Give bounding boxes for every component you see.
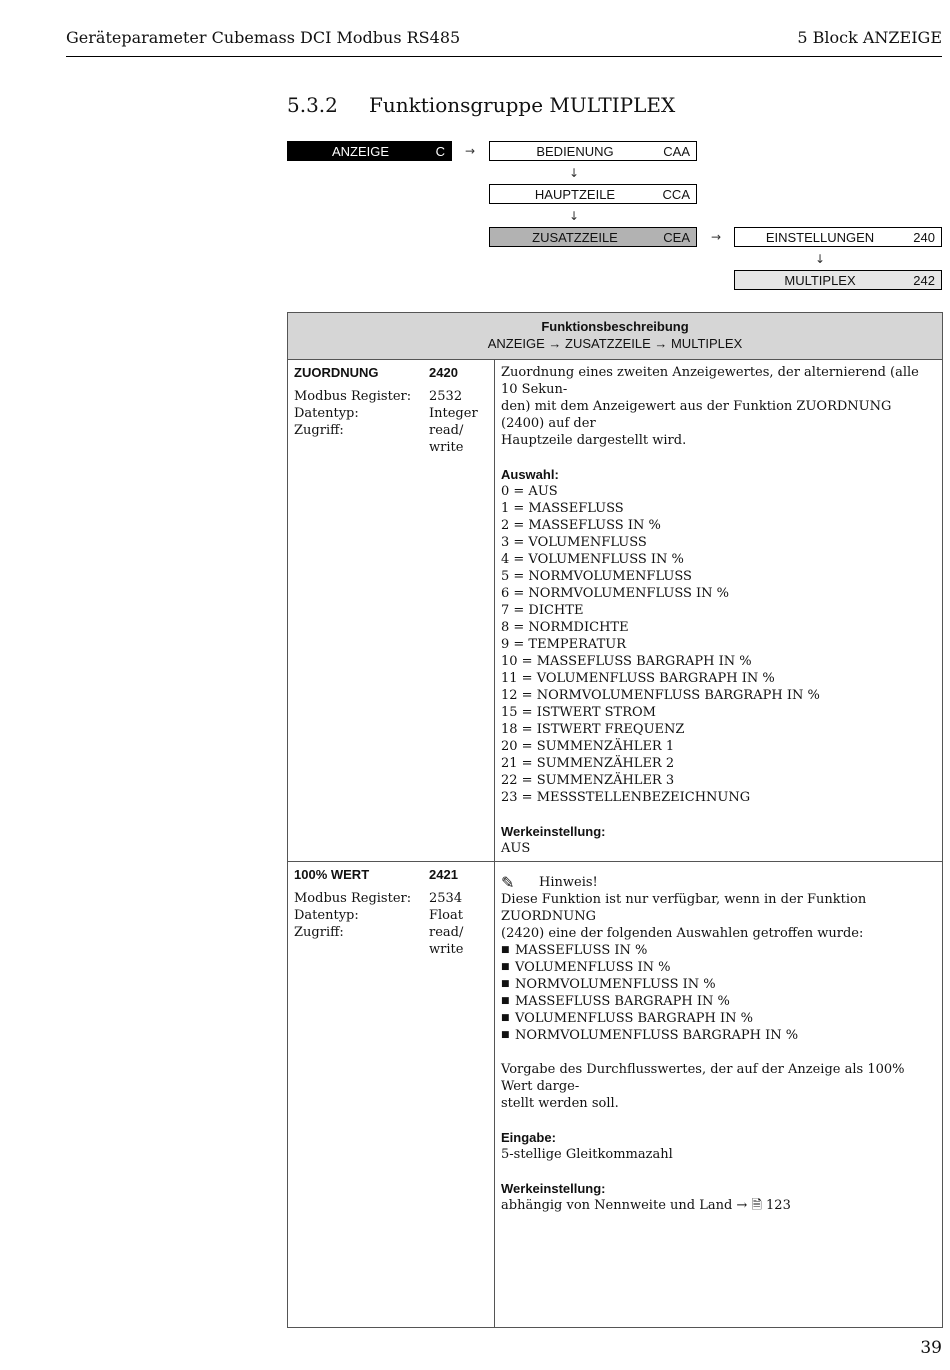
bullet-square-icon: ■ <box>501 945 510 955</box>
option-item: 12 = NORMVOLUMENFLUSS BARGRAPH IN % <box>501 688 820 703</box>
option-item: 5 = NORMVOLUMENFLUSS <box>501 569 692 584</box>
option-item: 3 = VOLUMENFLUSS <box>501 535 647 550</box>
nav-code: CAA <box>663 144 690 159</box>
options-list <box>501 483 936 806</box>
option-item: 2 = MASSEFLUSS IN % <box>501 518 661 533</box>
nav-box-zusatzzeile[interactable] <box>489 227 697 247</box>
param-value: Float <box>429 908 463 923</box>
table-header <box>288 313 943 360</box>
header-chapter: 5 Block ANZEIGE <box>797 28 942 47</box>
eingabe-label: Eingabe: <box>501 1130 556 1145</box>
param-name: ZUORDNUNG <box>294 365 379 380</box>
bullet-item <box>501 976 936 993</box>
werkeinstellung-label: Werkeinstellung: <box>501 1181 606 1196</box>
option-item: 1 = MASSEFLUSS <box>501 501 624 516</box>
nav-code: C <box>435 144 445 159</box>
pencil-icon: ✎ <box>501 873 515 892</box>
werkeinstellung-value: AUS <box>501 841 531 856</box>
nav-box-anzeige[interactable] <box>287 141 452 161</box>
page-number: 39 <box>920 1338 942 1358</box>
param-cell <box>288 360 495 862</box>
param-value: write <box>429 440 464 455</box>
table-heading: Funktionsbeschreibung <box>541 319 689 334</box>
param-value: read/ <box>429 925 464 940</box>
description-cell <box>495 360 943 862</box>
option-item: 0 = AUS <box>501 484 558 499</box>
param-key: Modbus Register: <box>294 891 412 906</box>
nav-box-multiplex[interactable] <box>734 270 942 290</box>
param-key: Zugriff: <box>294 423 344 438</box>
description-line: Hauptzeile dargestellt wird. <box>501 433 687 448</box>
bullet-text: MASSEFLUSS BARGRAPH IN % <box>515 994 730 1009</box>
description-line: den) mit dem Anzeigewert aus der Funktion ZUORDNUNG (2400) auf der <box>501 399 892 431</box>
nav-label: MULTIPLEX <box>784 273 856 288</box>
section-number: 5.3.2 <box>287 93 338 117</box>
bullet-item <box>501 1027 936 1044</box>
arrow-down-icon: ↓ <box>569 209 580 223</box>
bullet-square-icon: ■ <box>501 962 510 972</box>
param-key: Datentyp: <box>294 908 359 923</box>
bullet-square-icon: ■ <box>501 1030 510 1040</box>
arrow-down-icon: ↓ <box>569 166 580 180</box>
option-item: 21 = SUMMENZÄHLER 2 <box>501 756 675 771</box>
werkeinstellung-value[interactable]: abhängig von Nennweite und Land → 🗎 123 <box>501 1198 791 1213</box>
option-item: 23 = MESSSTELLENBEZEICHNUNG <box>501 790 751 805</box>
arrow-down-icon: ↓ <box>815 252 826 266</box>
header-rule <box>66 56 942 57</box>
description-line: Zuordnung eines zweiten Anzeigewertes, der alternierend (alle 10 Sekun- <box>501 365 919 397</box>
hinweis-label: Hinweis! <box>539 875 598 890</box>
table-path: ANZEIGE → ZUSATZZEILE → MULTIPLEX <box>487 336 743 351</box>
nav-box-einstellungen[interactable] <box>734 227 942 247</box>
section-title <box>287 93 675 117</box>
description-line: Vorgabe des Durchflusswertes, der auf der Anzeige als 100% Wert darge- <box>501 1062 905 1094</box>
param-cell <box>288 862 495 1328</box>
option-item: 4 = VOLUMENFLUSS IN % <box>501 552 684 567</box>
param-name: 100% WERT <box>294 867 370 882</box>
note-line: Diese Funktion ist nur verfügbar, wenn in der Funktion ZUORDNUNG <box>501 892 867 924</box>
option-item: 7 = DICHTE <box>501 603 584 618</box>
arrow-right-icon: → <box>711 230 722 244</box>
param-value: write <box>429 942 464 957</box>
bullet-text: VOLUMENFLUSS BARGRAPH IN % <box>515 1011 753 1026</box>
nav-code: CEA <box>663 230 690 245</box>
param-value: Integer <box>429 406 478 421</box>
section-heading: Funktionsgruppe MULTIPLEX <box>369 93 676 117</box>
option-item: 18 = ISTWERT FREQUENZ <box>501 722 685 737</box>
werkeinstellung-label: Werkeinstellung: <box>501 824 606 839</box>
nav-box-bedienung[interactable] <box>489 141 697 161</box>
description-cell <box>495 862 943 1328</box>
param-value: 2534 <box>429 891 463 906</box>
option-item: 22 = SUMMENZÄHLER 3 <box>501 773 675 788</box>
nav-label: ANZEIGE <box>331 144 390 159</box>
auswahl-label: Auswahl: <box>501 467 559 482</box>
bullet-square-icon: ■ <box>501 979 510 989</box>
param-key: Modbus Register: <box>294 389 412 404</box>
bullet-text: NORMVOLUMENFLUSS BARGRAPH IN % <box>515 1028 799 1043</box>
description-line: stellt werden soll. <box>501 1096 619 1111</box>
eingabe-value: 5-stellige Gleitkommazahl <box>501 1147 673 1162</box>
nav-code: 242 <box>913 273 935 288</box>
bullet-item <box>501 942 936 959</box>
nav-label: HAUPTZEILE <box>534 187 616 202</box>
bullet-square-icon: ■ <box>501 1013 510 1023</box>
option-item: 15 = ISTWERT STROM <box>501 705 656 720</box>
bullet-item <box>501 959 936 976</box>
arrow-right-icon: → <box>465 144 476 158</box>
option-item: 8 = NORMDICHTE <box>501 620 629 635</box>
nav-code: CCA <box>662 187 690 202</box>
bullet-item <box>501 993 936 1010</box>
option-item: 20 = SUMMENZÄHLER 1 <box>501 739 675 754</box>
param-value: 2532 <box>429 389 463 404</box>
nav-code: 240 <box>913 230 935 245</box>
param-key: Zugriff: <box>294 925 344 940</box>
table-row <box>288 862 943 1328</box>
function-table <box>287 312 943 1328</box>
nav-label: ZUSATZZEILE <box>532 230 618 245</box>
nav-label: BEDIENUNG <box>536 144 614 159</box>
bullet-item <box>501 1010 936 1027</box>
option-item: 6 = NORMVOLUMENFLUSS IN % <box>501 586 730 601</box>
nav-label: EINSTELLUNGEN <box>765 230 875 245</box>
bullet-text: MASSEFLUSS IN % <box>515 943 648 958</box>
bullet-text: NORMVOLUMENFLUSS IN % <box>515 977 716 992</box>
option-item: 11 = VOLUMENFLUSS BARGRAPH IN % <box>501 671 775 686</box>
param-number: 2420 <box>429 365 458 380</box>
param-number: 2421 <box>429 867 458 882</box>
header-title: Geräteparameter Cubemass DCI Modbus RS485 <box>66 28 461 47</box>
bullet-square-icon: ■ <box>501 996 510 1006</box>
bullet-text: VOLUMENFLUSS IN % <box>515 960 671 975</box>
note-line: (2420) eine der folgenden Auswahlen getroffen wurde: <box>501 926 864 941</box>
table-row <box>288 360 943 862</box>
option-item: 10 = MASSEFLUSS BARGRAPH IN % <box>501 654 752 669</box>
param-value: read/ <box>429 423 464 438</box>
param-key: Datentyp: <box>294 406 359 421</box>
option-item: 9 = TEMPERATUR <box>501 637 627 652</box>
nav-box-hauptzeile[interactable] <box>489 184 697 204</box>
